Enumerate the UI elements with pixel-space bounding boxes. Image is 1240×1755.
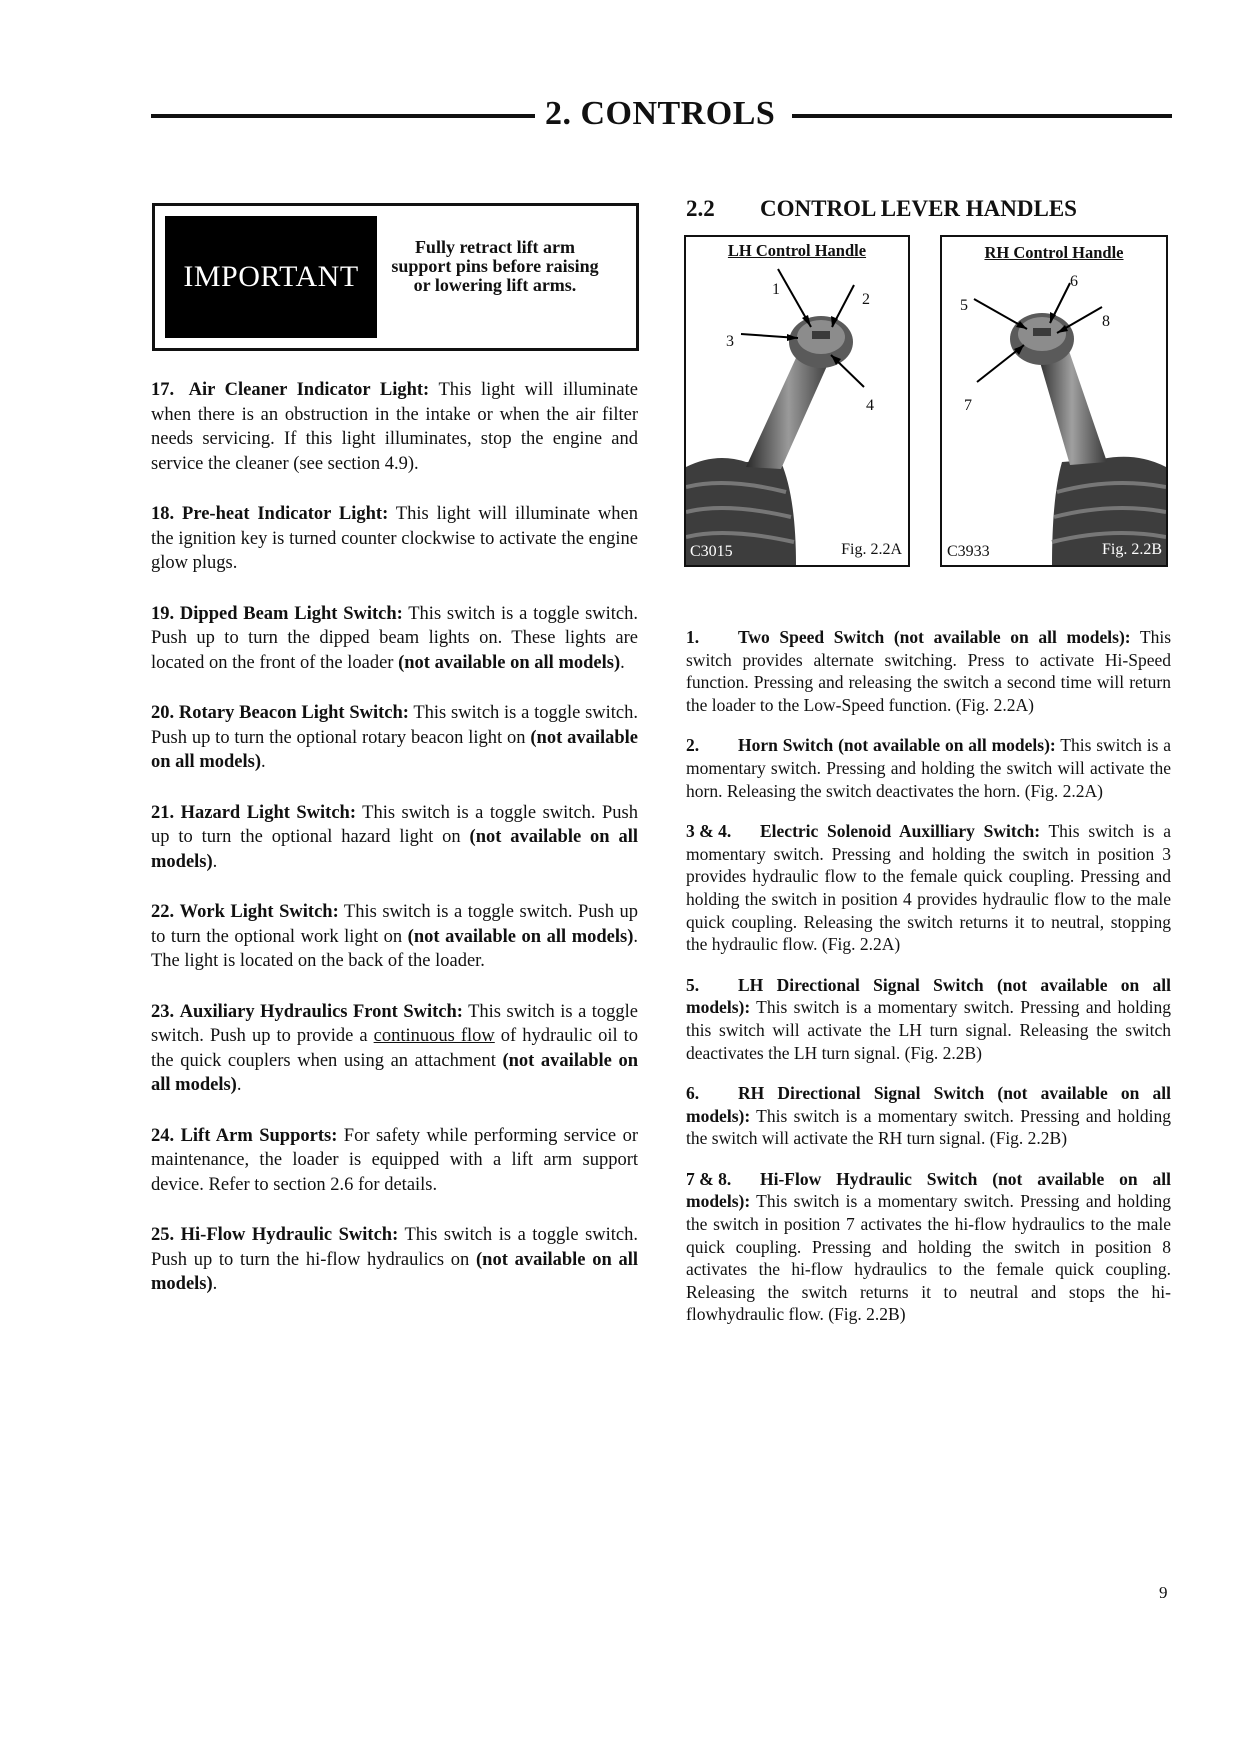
item-7-8: 7 & 8. Hi-Flow Hydraulic Switch (not available on all models): This switch is a momentary switch. Pressing and holding the switch in position 7 activates the hi-flow hydraulics to the male quick coupling. Pressing and holding the switch in position 8 activates the hi-flow hydraulics to the female quick coupling. Releasing the switch returns it to neutral and stops the hi-flowhydraulic flow. (Fig. 2.2B) [686, 1168, 1171, 1325]
important-message: Fully retract lift arm support pins before raising or lowering lift arms. [391, 237, 599, 295]
rh-figure-label: Fig. 2.2B [1101, 541, 1162, 558]
figure-lh-control-handle [684, 235, 910, 567]
page-number: 9 [1159, 1583, 1168, 1602]
important-notice [152, 203, 639, 351]
section-number: 2.2 [686, 196, 715, 221]
item-5: 5. LH Directional Signal Switch (not available on all models): This switch is a momentary switch. Pressing and holding this switch will activate the LH turn signal. Releasing the switch deactivates the LH turn signal. (Fig. 2.2B) [686, 974, 1171, 1063]
item-3-4: 3 & 4. Electric Solenoid Auxilliary Switch: This switch is a momentary switch. Pressing and holding the switch in position 3 provides hydraulic flow to the female quick coupling. Pressing and holding the switch in position 4 provides hydraulic flow to the male quick coupling. Releasing the switch returns it to neutral, stopping the hydraulic flow. (Fig. 2.2A) [686, 821, 1171, 955]
callout-3: 3 [726, 333, 734, 350]
header-rule-right [792, 114, 1172, 118]
item-23: 23. Auxiliary Hydraulics Front Switch: This switch is a toggle switch. Push up to provide a continuous flow of hydraulic oil to the quick couplers when using an attachment (not available on all models). [151, 1001, 639, 1095]
lh-figure-title: LH Control Handle [727, 241, 867, 260]
item-1: 1. Two Speed Switch (not available on all models): This switch provides alternate switching. Press to activate Hi-Speed function. Pressing and releasing the switch a second time will return the loader to the Low-Speed function. (Fig. 2.2A) [686, 627, 1172, 715]
item-22: 22. Work Light Switch: This switch is a toggle switch. Push up to turn the optional work light on (not available on all models). The light is located on the back of the loader. [151, 902, 639, 971]
item-25: 25. Hi-Flow Hydraulic Switch: This switch is a toggle switch. Push up to turn the hi-flow hydraulics on (not available on all models). [151, 1225, 639, 1294]
callout-4: 4 [866, 397, 874, 414]
item-20: 20. Rotary Beacon Light Switch: This switch is a toggle switch. Push up to turn the optional rotary beacon light on (not available on all models). [151, 703, 639, 772]
figure-rh-control-handle [940, 235, 1168, 567]
callout-7: 7 [964, 397, 972, 414]
callout-2: 2 [862, 291, 870, 308]
item-21: 21. Hazard Light Switch: This switch is a toggle switch. Push up to turn the optional hazard light on (not available on all models). [151, 802, 639, 872]
right-column [686, 626, 1171, 1344]
section-heading [686, 196, 1077, 222]
item-2: 2. Horn Switch (not available on all models): This switch is a momentary switch. Pressing and holding the switch will activate the horn. Releasing the switch deactivates the horn. (Fig. 2.2A) [686, 735, 1171, 801]
lh-figure-label: Fig. 2.2A [841, 541, 902, 558]
lh-figure-code: C3015 [690, 543, 733, 560]
rh-figure-code: C3933 [947, 543, 990, 560]
callout-8: 8 [1102, 313, 1110, 330]
item-24: 24. Lift Arm Supports: For safety while performing service or maintenance, the loader is equipped with a lift arm support device. Refer to section 2.6 for details. [151, 1125, 638, 1195]
rh-figure-title: RH Control Handle [984, 243, 1124, 262]
left-column [151, 378, 638, 1323]
header-rule-left [151, 114, 535, 118]
section-title: CONTROL LEVER HANDLES [760, 196, 1077, 221]
item-19: 19. Dipped Beam Light Switch: This switch is a toggle switch. Push up to turn the dipped beam lights on. These lights are located on the front of the loader (not available on all models). [151, 603, 639, 673]
item-17: 17. Air Cleaner Indicator Light: This light will illuminate when there is an obstruction in the intake or when the air filter needs servicing. If this light illuminates, stop the engine and service the cleaner (see section 4.9). [151, 380, 638, 474]
callout-6: 6 [1070, 273, 1078, 290]
important-label: IMPORTANT [165, 216, 377, 338]
callout-5: 5 [960, 297, 968, 314]
rh-handle-illustration [942, 237, 1166, 565]
item-18: 18. Pre-heat Indicator Light: This light will illuminate when the ignition key is turned counter clockwise to activate the engine glow plugs. [151, 504, 639, 573]
item-6: 6. RH Directional Signal Switch (not available on all models): This switch is a momentary switch. Pressing and holding the switch will activate the RH turn signal. (Fig. 2.2B) [686, 1083, 1171, 1149]
lh-handle-illustration [686, 237, 908, 565]
page-title: 2. CONTROLS [545, 95, 776, 132]
callout-1: 1 [772, 281, 780, 298]
